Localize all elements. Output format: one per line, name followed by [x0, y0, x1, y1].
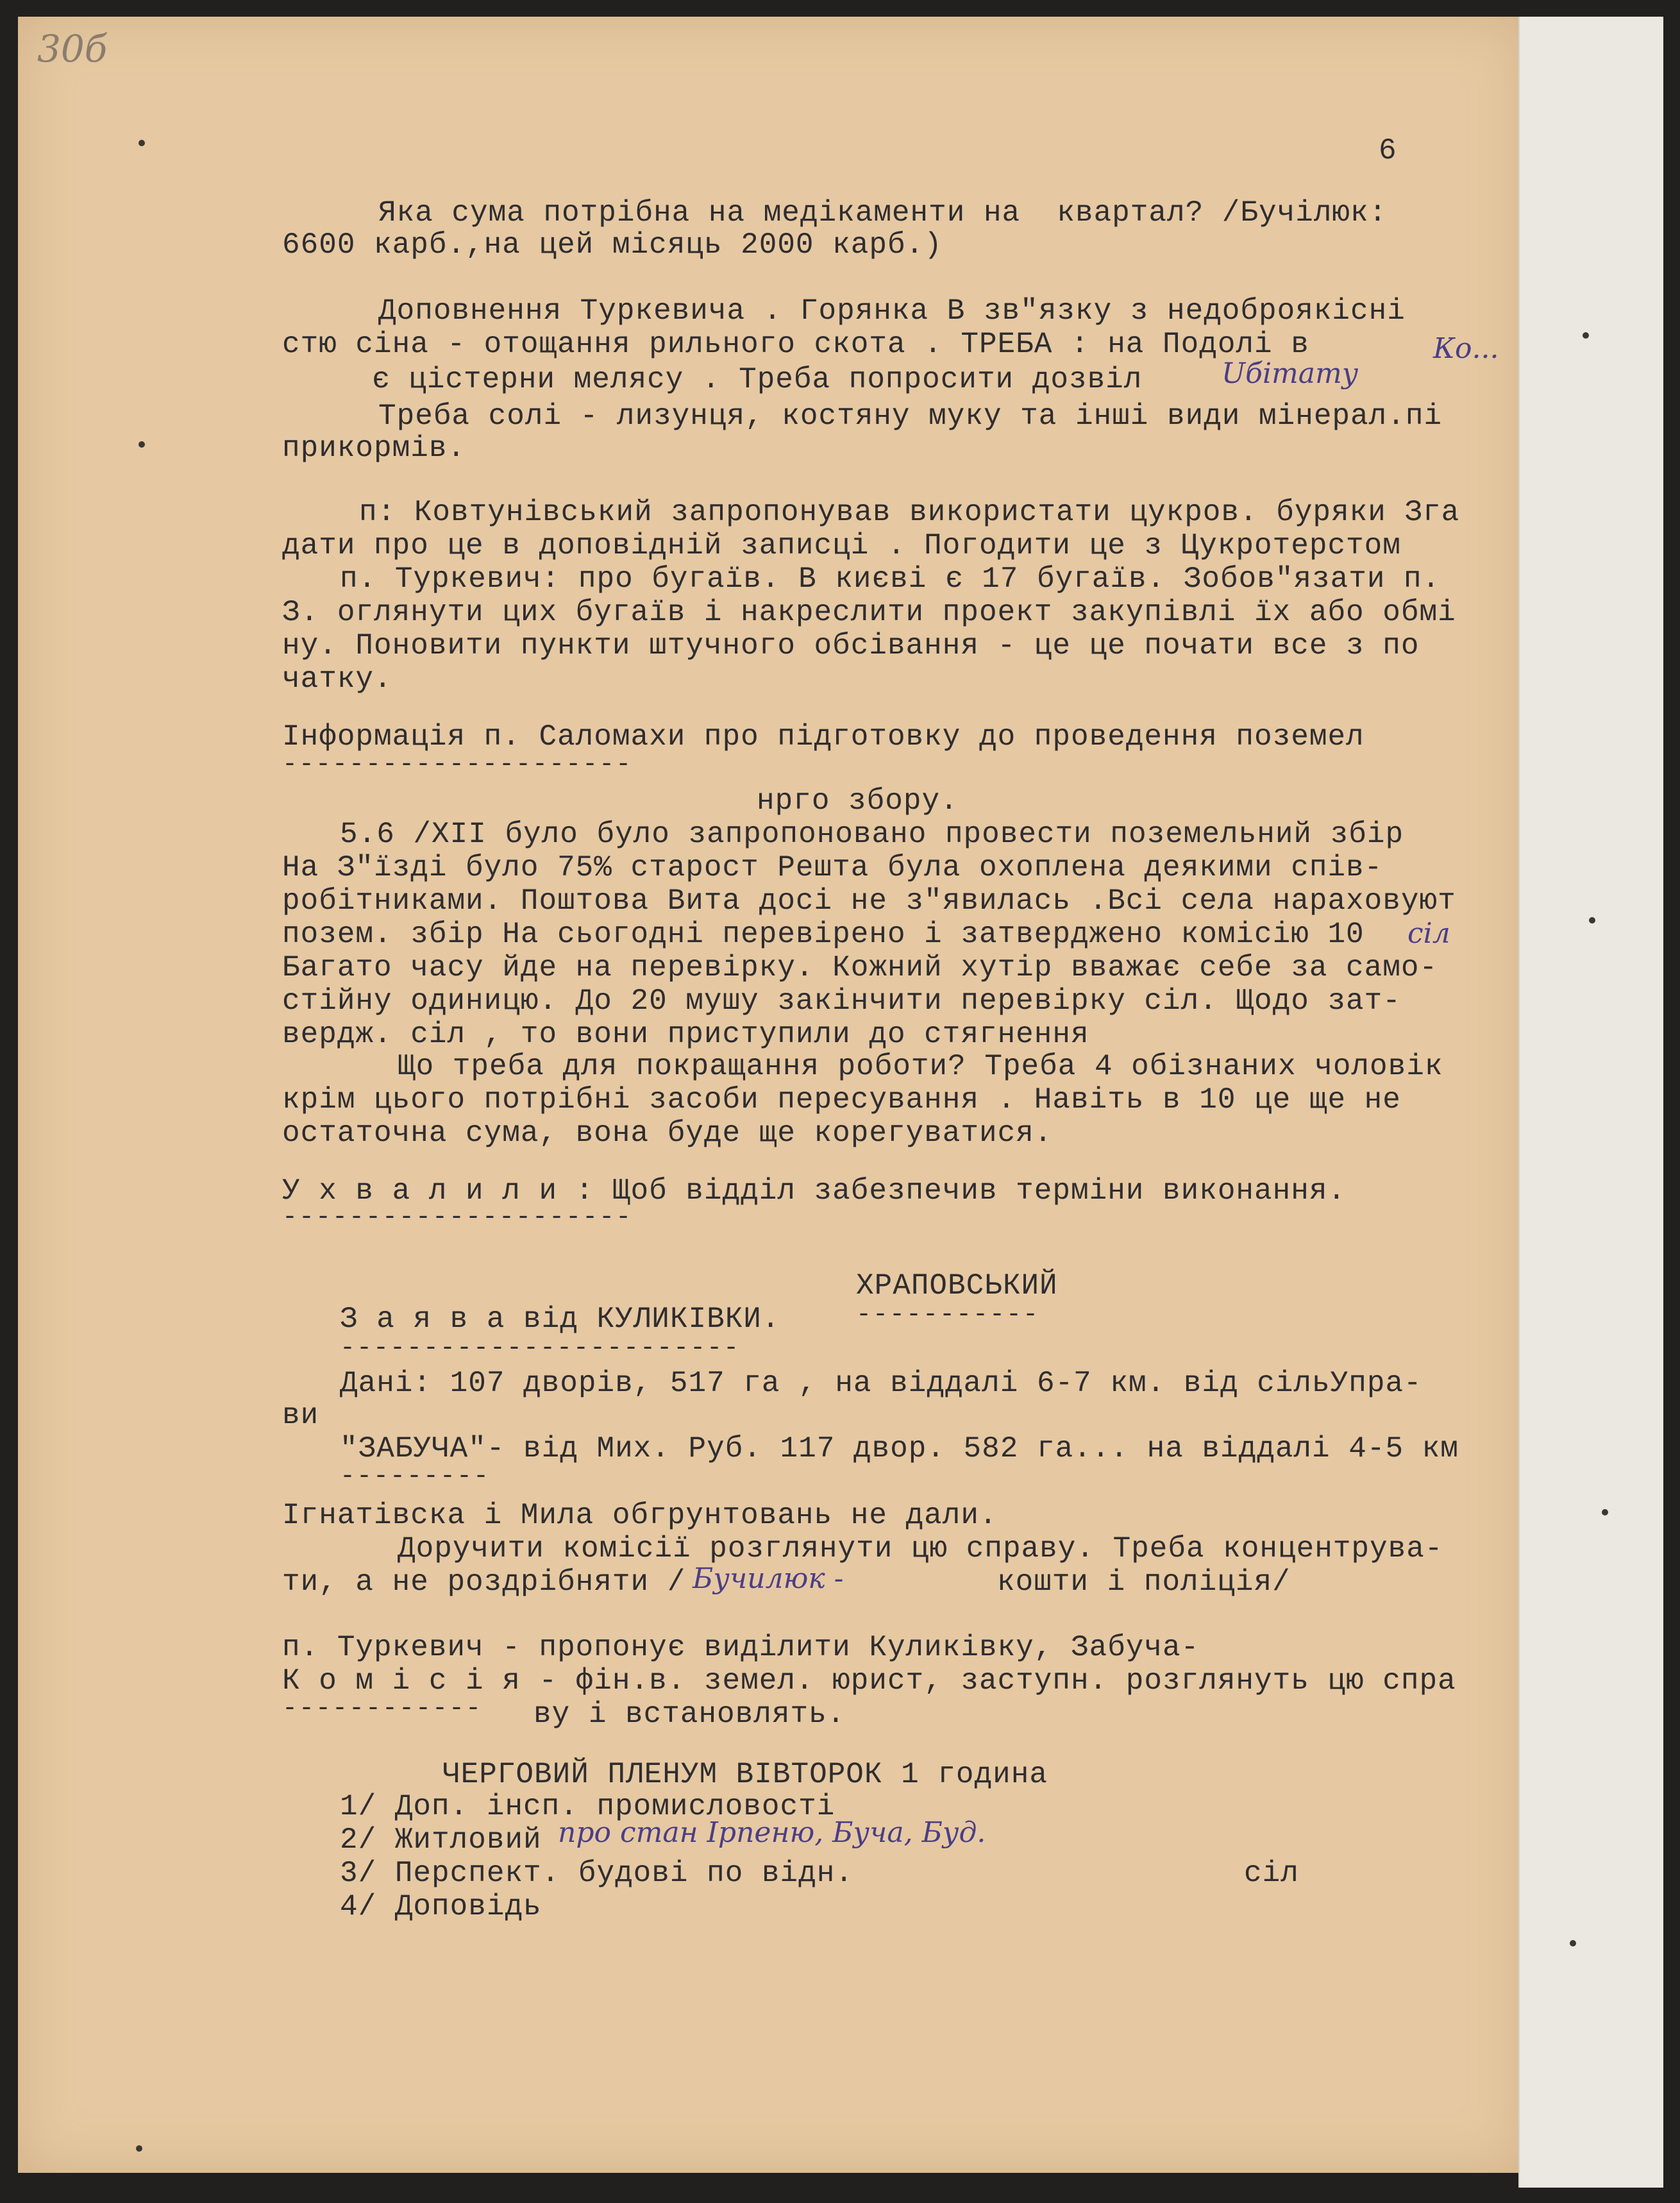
- binding-hole: [1570, 1940, 1576, 1946]
- binding-hole: [139, 140, 145, 146]
- text-line: Багато часу йде на перевірку. Кожний хутір вважає себе за само-: [282, 951, 1438, 984]
- underline: ------------: [282, 1694, 483, 1723]
- handwritten-note: Бучилюк -: [693, 1562, 844, 1595]
- signature-name: ХРАПОВСЬКИЙ: [856, 1269, 1058, 1303]
- underline: ---------: [340, 1462, 491, 1491]
- text-line: На З"їзді було 75% старост Решта була охоплена деякими спів-: [282, 851, 1383, 884]
- text-line: п. Туркевич - пропонує виділити Куликівку, Забуча-: [282, 1631, 1200, 1664]
- agenda-heading: ЧЕРГОВИЙ ПЛЕНУМ ВІВТОРОК 1 година: [442, 1758, 1048, 1791]
- binding-hole: [136, 2145, 142, 2152]
- text-line: кошти і поліція/: [997, 1566, 1291, 1599]
- text-line: 6600 карб.,на цей місяць 2000 карб.): [282, 228, 943, 262]
- handwritten-note: Ко...: [1433, 332, 1499, 365]
- text-line: Доручити комісії розглянути цю справу. Треба концентрува-: [398, 1532, 1443, 1566]
- binding-hole: [1602, 1509, 1608, 1515]
- text-line: крім цього потрібні засоби пересування . Навіть в 10 це ще не: [282, 1083, 1401, 1117]
- text-line: Що треба для покращання роботи? Треба 4 обізнаних чоловік: [398, 1050, 1443, 1083]
- text-line: п. Туркевич: про бугаїв. В києві є 17 бугаїв. Зобов"язати п.: [340, 562, 1441, 596]
- text-line: Доповнення Туркевича . Горянка В зв"язку з недоброякісні: [378, 294, 1406, 328]
- text-line: стю сіна - отощання рильного скота . ТРЕБА : на Подолі в: [282, 328, 1309, 361]
- handwritten-note: Uбітату: [1222, 357, 1359, 390]
- binding-hole: [1583, 332, 1589, 339]
- section-heading: З а я в а від КУЛИКІВКИ.: [340, 1303, 780, 1336]
- text-line: є цістерни мелясу . Треба попросити дозвіл: [372, 363, 1143, 396]
- text-line: "ЗАБУЧА"- від Мих. Руб. 117 двор. 582 га... на віддалі 4-5 км: [340, 1432, 1459, 1465]
- binding-hole: [1589, 917, 1595, 924]
- text-line: Ігнатівска і Мила обгрунтовань не дали.: [282, 1499, 998, 1532]
- agenda-item: 3/ Перспект. будові по відн.: [340, 1857, 853, 1890]
- text-line: робітниками. Поштова Вита досі не з"явилась .Всі села нараховуют: [282, 884, 1456, 918]
- text-line: З. оглянути цих бугаїв і накреслити проект закупівлі їх або обмі: [282, 596, 1456, 629]
- text-line: вердж. сіл , то вони приступили до стягнення: [282, 1018, 1089, 1051]
- agenda-item: сіл: [1244, 1857, 1299, 1890]
- text-line: позем. збір На сьогодні перевірено і затверджено комісію 10: [282, 918, 1365, 951]
- text-line: К о м і с і я - фін.в. земел. юрист, заступн. розглянуть цю спра: [282, 1664, 1456, 1698]
- handwritten-note: про стан Ірпеню, Буча, Буд.: [558, 1816, 986, 1849]
- underline: ---------------------: [282, 750, 633, 779]
- resolution: У х в а л и л и : Щоб відділ забезпечив терміни виконання.: [282, 1174, 1347, 1208]
- archive-mark: 30б: [37, 27, 108, 71]
- handwritten-note: сіл: [1407, 917, 1450, 950]
- text-line: чатку.: [282, 663, 392, 696]
- text-line: нрго збору.: [757, 784, 959, 818]
- page-number: 6: [1379, 134, 1397, 167]
- agenda-item: 1/ Доп. інсп. промисловості: [340, 1790, 836, 1823]
- agenda-item: 2/ Житловий: [340, 1823, 542, 1857]
- underline: -----------: [856, 1301, 1040, 1329]
- text-line: прикормів.: [282, 432, 466, 465]
- text-line: ну. Поновити пункти штучного обсівання - це це почати все з по: [282, 629, 1420, 663]
- text-line: ву і встановлять.: [533, 1698, 846, 1731]
- text-line: ти, а не роздрібняти /: [282, 1566, 686, 1599]
- text-line: ви: [282, 1399, 319, 1432]
- underline: ------------------------: [340, 1334, 741, 1363]
- text-line: дати про це в доповідній записці . Погодити це з Цукротерстом: [282, 529, 1401, 562]
- text-line: Дані: 107 дворів, 517 га , на віддалі 6-7 км. від сільУпра-: [340, 1367, 1422, 1400]
- binding-hole: [139, 441, 145, 448]
- tissue-interleaf: [1518, 17, 1663, 2188]
- text-line: остаточна сума, вона буде ще корегуватися.: [282, 1117, 1053, 1150]
- underline: ---------------------: [282, 1203, 633, 1232]
- text-line: п: Ковтунівський запропонував використати цукров. буряки Зга: [359, 496, 1460, 529]
- text-line: Яка сума потрібна на медікаменти на квартал? /Бучілюк:: [378, 196, 1388, 230]
- agenda-item: 4/ Доповідь: [340, 1890, 542, 1923]
- text-line: Треба солі - лизунця, костяну муку та інші види мінерал.пі: [378, 400, 1443, 433]
- section-heading: Інформація п. Саломахи про підготовку до проведення поземел: [282, 720, 1365, 754]
- text-line: 5.6 /XII було було запропоновано провести поземельний збір: [340, 818, 1404, 851]
- text-line: стійну одиницю. До 20 мушу закінчити перевірку сіл. Щодо зат-: [282, 984, 1401, 1018]
